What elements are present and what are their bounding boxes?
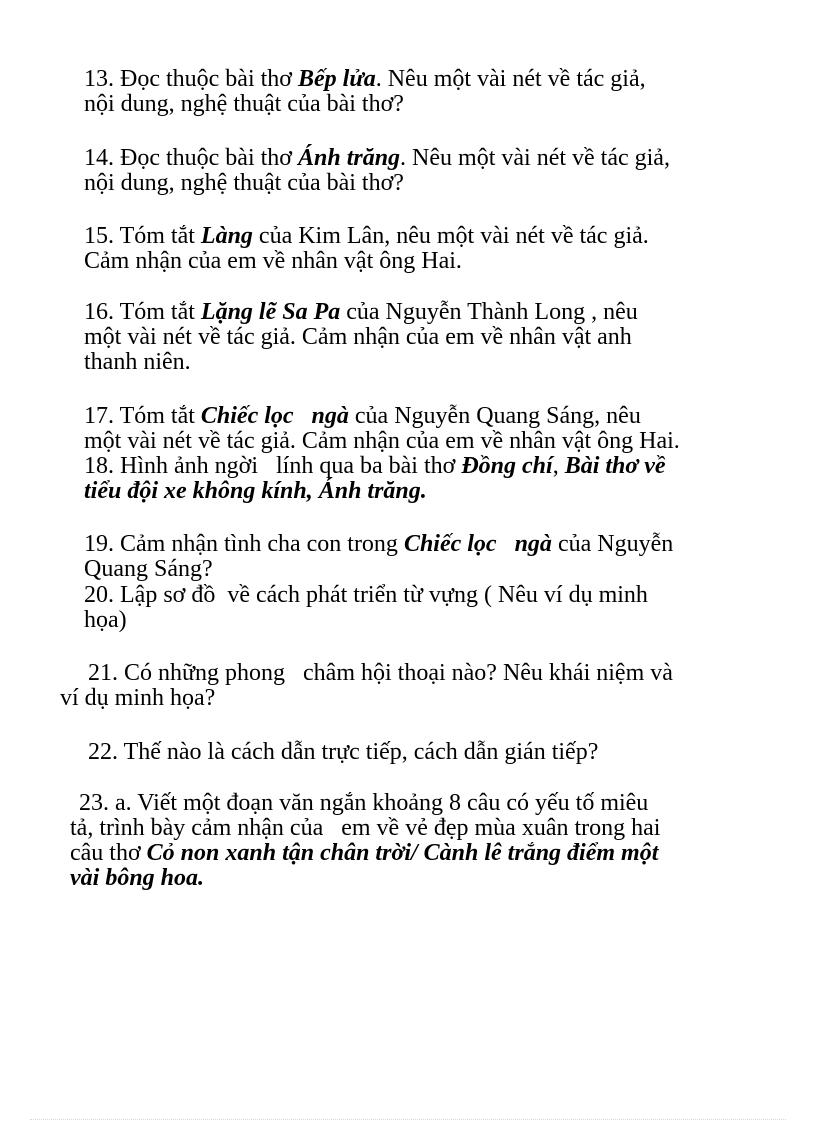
- question-13-line-1: [84, 67, 744, 92]
- question-lead: Cảm nhận tình cha con trong: [120, 531, 398, 557]
- question-18-line-1: [84, 454, 744, 479]
- question-23-line-3: [70, 841, 750, 866]
- question-16: [84, 300, 744, 375]
- question-number: 18.: [84, 453, 114, 479]
- question-19-line-1: [84, 532, 744, 557]
- question-17-line-1: [84, 404, 744, 429]
- question-15-line-2: Cảm nhận của em về nhân vật ông Hai.: [84, 248, 462, 274]
- question-lead: Hình ảnh ngời lính qua ba bài thơ: [120, 453, 456, 479]
- work-title-bai-tho-part-2: tiểu đội xe không kính,: [84, 478, 313, 504]
- question-16-line-3: thanh niên.: [84, 349, 191, 375]
- work-title: Làng: [200, 223, 253, 249]
- question-20: [84, 583, 744, 633]
- work-title: Ánh trăng: [297, 145, 401, 171]
- question-number: 23.: [79, 790, 109, 816]
- question-lead: Tóm tắt: [119, 223, 195, 249]
- question-21-line-2: ví dụ minh họa?: [60, 685, 216, 711]
- page-bottom-divider: [30, 1119, 786, 1120]
- question-number: 21.: [88, 660, 118, 686]
- question-text: a. Viết một đoạn văn ngắn khoảng 8 câu có yếu tố miêu: [115, 790, 649, 816]
- question-19-line-2: Quang Sáng?: [84, 556, 213, 582]
- question-18-line-2: [84, 479, 744, 504]
- question-18: [84, 454, 744, 504]
- question-lead: câu thơ: [70, 840, 141, 866]
- question-tail: . Nêu một vài nét về tác giả,: [375, 66, 646, 92]
- question-17-line-2: một vài nét về tác giả. Cảm nhận của em về nhân vật ông Hai.: [84, 428, 680, 454]
- question-number: 19.: [84, 531, 114, 557]
- question-tail: của Nguyễn Quang Sáng, nêu: [354, 403, 641, 429]
- question-lead: Đọc thuộc bài thơ: [120, 66, 292, 92]
- question-number: 15.: [84, 223, 114, 249]
- question-text: Lập sơ đồ về cách phát triển từ vựng ( Nêu ví dụ minh: [120, 582, 648, 608]
- poem-quote-part-2: vài bông hoa.: [70, 865, 205, 891]
- question-15-line-1: [84, 224, 744, 249]
- question-14: [84, 146, 744, 196]
- question-number: 16.: [84, 299, 114, 325]
- separator: ,: [552, 453, 565, 479]
- question-lead: Tóm tắt: [119, 403, 195, 429]
- question-22-line-1: [88, 740, 748, 765]
- work-title: Bếp lửa: [297, 66, 376, 92]
- question-number: 22.: [88, 739, 118, 765]
- question-lead: Đọc thuộc bài thơ: [120, 145, 292, 171]
- question-14-line-2: nội dung, nghệ thuật của bài thơ?: [84, 170, 404, 196]
- question-tail: của Kim Lân, nêu một vài nét về tác giả.: [258, 223, 649, 249]
- poem-quote-part-1: Cỏ non xanh tận chân trời/ Cành lê trắng điểm một: [146, 840, 659, 866]
- question-23: [70, 791, 750, 891]
- question-lead: Tóm tắt: [119, 299, 195, 325]
- question-number: 17.: [84, 403, 114, 429]
- work-title: Lặng lẽ Sa Pa: [200, 299, 341, 325]
- question-20-line-2: họa): [84, 607, 127, 633]
- question-tail: của Nguyễn Thành Long , nêu: [346, 299, 638, 325]
- work-title: Chiếc lọc ngà: [200, 403, 349, 429]
- question-16-line-2: một vài nét về tác giả. Cảm nhận của em về nhân vật anh: [84, 324, 632, 350]
- question-tail: của Nguyễn: [557, 531, 674, 557]
- question-23-line-1: [70, 791, 750, 816]
- question-15: [84, 224, 744, 274]
- question-20-line-1: [84, 583, 744, 608]
- question-tail: . Nêu một vài nét về tác giả,: [400, 145, 670, 171]
- question-21: [60, 661, 744, 711]
- question-number: 13.: [84, 66, 114, 92]
- question-text: Có những phong châm hội thoại nào? Nêu khái niệm và: [124, 660, 673, 686]
- question-19: [84, 532, 744, 582]
- question-13-line-2: nội dung, nghệ thuật của bài thơ?: [84, 91, 404, 117]
- question-16-line-1: [84, 300, 744, 325]
- work-title-anh-trang: Ánh trăng.: [318, 478, 427, 504]
- question-23-line-2: tả, trình bày cảm nhận của em về vẻ đẹp mùa xuân trong hai: [70, 815, 661, 841]
- question-21-line-1: [60, 661, 744, 686]
- question-number: 14.: [84, 145, 114, 171]
- work-title: Chiếc lọc ngà: [403, 531, 552, 557]
- question-22: [88, 740, 748, 765]
- question-14-line-1: [84, 146, 744, 171]
- question-text: Thế nào là cách dẫn trực tiếp, cách dẫn gián tiếp?: [123, 739, 599, 765]
- work-title-bai-tho-part-1: Bài thơ về: [564, 453, 666, 479]
- question-13: [84, 67, 744, 117]
- question-number: 20.: [84, 582, 114, 608]
- work-title-dong-chi: Đồng chí: [461, 453, 553, 479]
- question-17: [84, 404, 744, 454]
